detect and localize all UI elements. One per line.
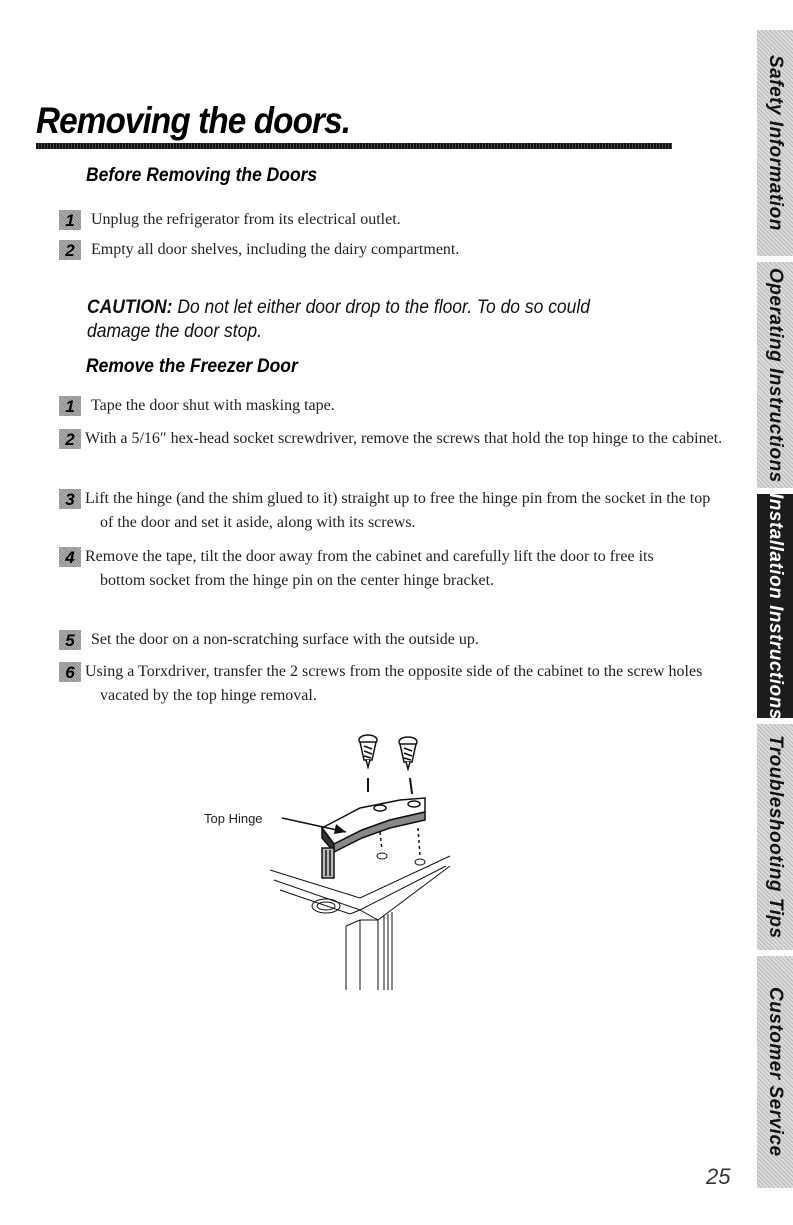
step-text: Using a Torxdriver, transfer the 2 screws from the opposite side of the cabinet to the screw holes vacated by the top hinge removal. bbox=[85, 663, 703, 704]
page-number: 25 bbox=[706, 1164, 731, 1189]
section-tabs bbox=[757, 0, 793, 1205]
caution-label: CAUTION: bbox=[87, 297, 173, 318]
step-number-badge: 3 bbox=[59, 489, 81, 509]
freezer-step-6 bbox=[65, 660, 725, 708]
tab-installation-instructions[interactable] bbox=[757, 494, 793, 718]
step-number-badge: 2 bbox=[59, 429, 81, 449]
tab-label: Troubleshooting Tips bbox=[765, 735, 786, 939]
step-text: Empty all door shelves, including the dairy compartment. bbox=[91, 241, 460, 258]
page-title: Removing the doors. bbox=[36, 100, 351, 141]
section-heading-before: Before Removing the Doors bbox=[86, 165, 318, 186]
freezer-step-1 bbox=[65, 394, 725, 418]
step-text: Unplug the refrigerator from its electrical outlet. bbox=[91, 211, 401, 228]
step-text: Lift the hinge (and the shim glued to it) straight up to free the hinge pin from the socket in the top of the door and set it aside, along with its screws. bbox=[85, 490, 711, 531]
step-number-badge: 5 bbox=[59, 630, 81, 650]
top-hinge-label: Top Hinge bbox=[204, 811, 263, 826]
freezer-step-3 bbox=[65, 487, 725, 535]
tab-operating-instructions[interactable] bbox=[757, 262, 793, 488]
tab-label: Customer Service bbox=[765, 987, 786, 1157]
freezer-step-5 bbox=[65, 628, 725, 652]
caution-note bbox=[87, 296, 621, 344]
hinge-icon bbox=[322, 798, 425, 878]
freezer-step-4 bbox=[65, 545, 695, 593]
tab-label: Safety Information bbox=[765, 55, 786, 231]
tab-customer-service[interactable] bbox=[757, 956, 793, 1188]
caution-text: Do not let either door drop to the floor. To do so could damage the door stop. bbox=[87, 297, 590, 342]
before-step-1 bbox=[65, 208, 735, 232]
step-number-badge: 1 bbox=[59, 210, 81, 230]
step-number-badge: 4 bbox=[59, 547, 81, 567]
top-hinge-illustration bbox=[204, 720, 480, 990]
freezer-step-2 bbox=[65, 427, 725, 451]
screw-icon bbox=[359, 735, 377, 767]
step-text: Tape the door shut with masking tape. bbox=[91, 397, 335, 414]
tab-troubleshooting-tips[interactable] bbox=[757, 724, 793, 950]
step-text: Remove the tape, tilt the door away from the cabinet and carefully lift the door to free its bottom socket from the hinge pin on the center hinge bracket. bbox=[85, 548, 654, 589]
step-text: With a 5/16″ hex-head socket screwdriver, remove the screws that hold the top hinge to the cabinet. bbox=[85, 430, 723, 447]
screw-icon bbox=[399, 737, 417, 769]
step-text: Set the door on a non-scratching surface with the outside up. bbox=[91, 631, 479, 648]
tab-label: Operating Instructions bbox=[765, 267, 786, 483]
title-rule bbox=[36, 143, 672, 149]
step-number-badge: 6 bbox=[59, 662, 81, 682]
step-number-badge: 2 bbox=[59, 240, 81, 260]
cabinet-top-icon bbox=[270, 856, 450, 990]
tab-label: Installation Instructions bbox=[765, 492, 786, 720]
section-heading-freezer: Remove the Freezer Door bbox=[86, 356, 298, 377]
before-step-2 bbox=[65, 238, 735, 262]
step-number-badge: 1 bbox=[59, 396, 81, 416]
tab-safety-information[interactable] bbox=[757, 30, 793, 256]
